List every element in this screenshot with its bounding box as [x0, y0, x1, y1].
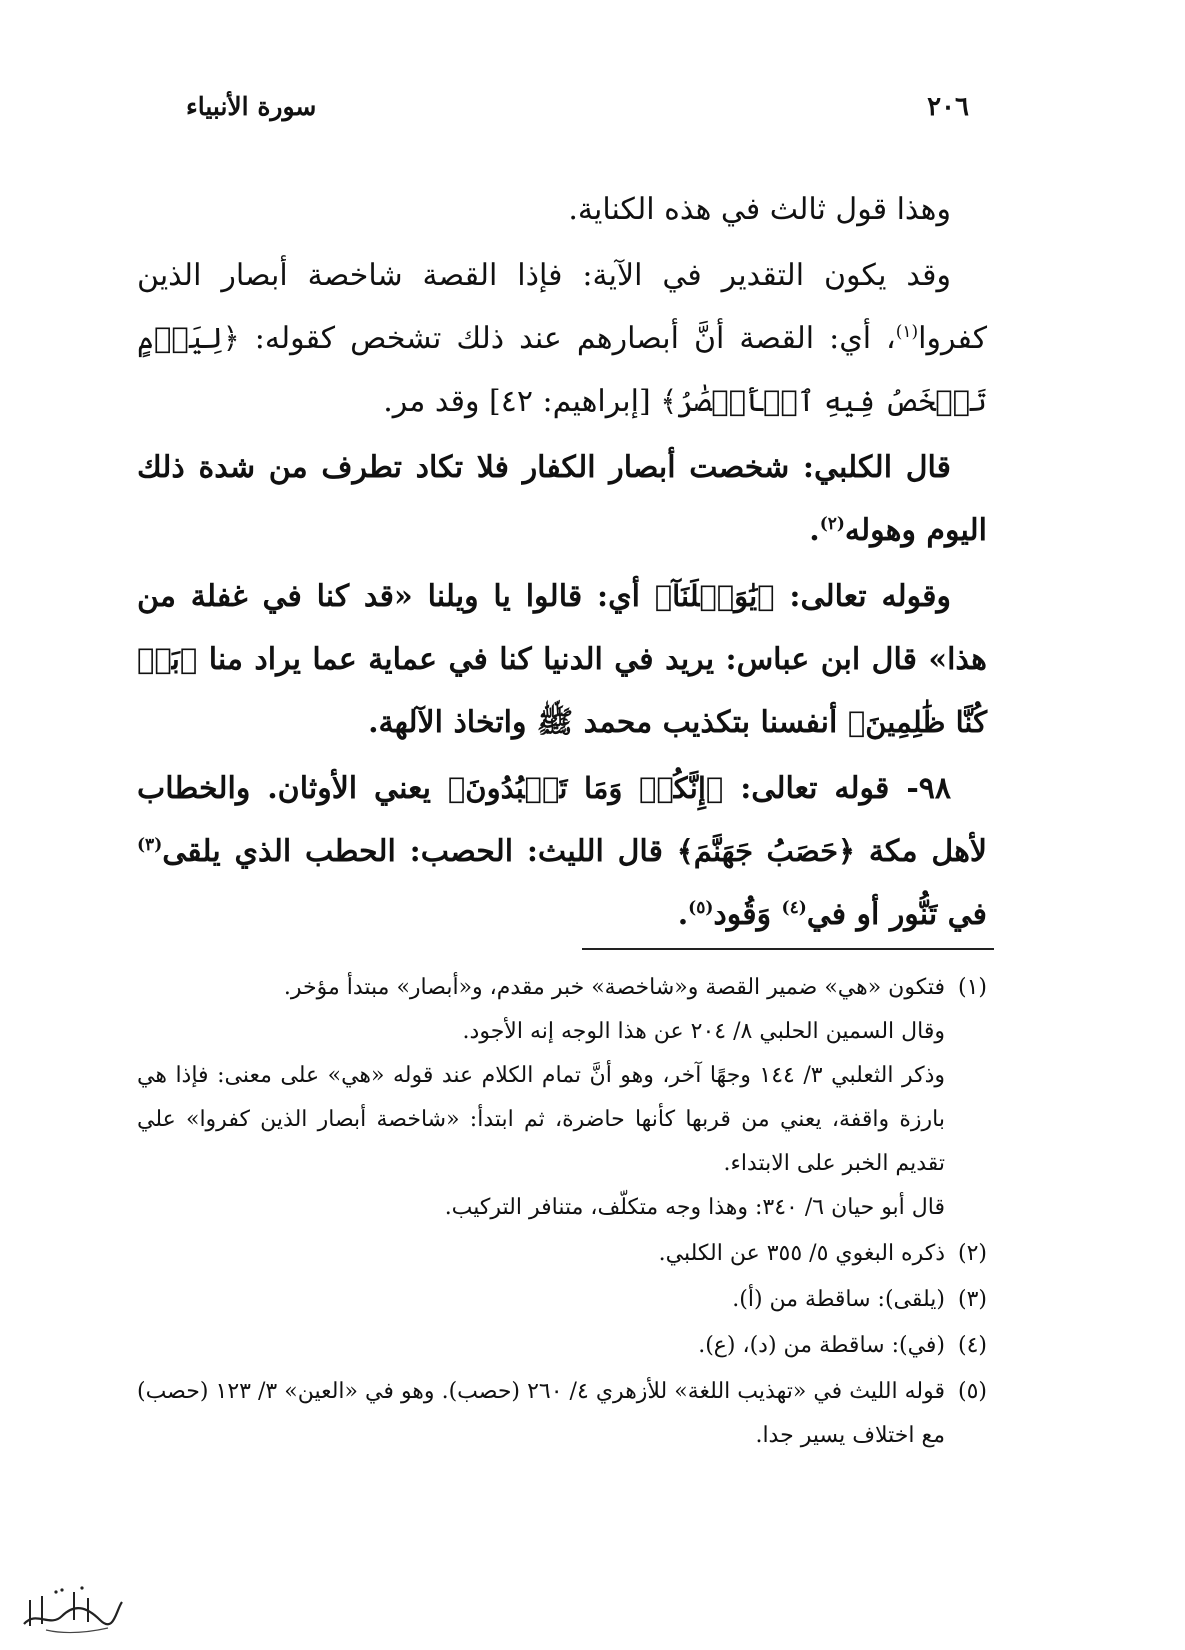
- watermark-logo: [16, 1580, 128, 1638]
- footnote-line: وذكر الثعلبي ٣/ ١٤٤ وجهًا آخر، وهو أنَّ تمام الكلام عند قوله «هي» على معنى: فإذا هي بارزة واقفة، يعني من قربها كأنها حاضرة، ثم ابتدأ: «شاخصة أبصار الذين كفروا» علي تقديم الخبر على الابتداء.: [137, 1063, 945, 1176]
- paragraph-text: يعني الأوثان. والخطاب لأهل مكة: [137, 771, 987, 869]
- paragraph-text: وقوله تعالى:: [774, 579, 951, 614]
- paragraph-text: أنفسنا بتكذيب محمد ﷺ واتخاذ الآلهة.: [368, 705, 848, 740]
- page-header: [186, 92, 969, 136]
- page-number: ٢٠٦: [927, 92, 969, 122]
- footnote-line: (في): ساقطة من (د)، (ع).: [698, 1333, 945, 1358]
- footnote-number: (٣): [957, 1287, 987, 1312]
- paragraph-text: وقد يكون التقدير في الآية: فإذا القصة شاخصة أبصار الذين كفروا: [137, 258, 987, 356]
- footnote-3: [137, 1278, 987, 1322]
- footnote-number: (٤): [957, 1333, 987, 1358]
- paragraph-text: وهذا قول ثالث في هذه الكناية.: [568, 192, 951, 227]
- footnote-divider: [582, 948, 994, 950]
- footnote-line: قوله الليث في «تهذيب اللغة» للأزهري ٤/ ٢٦٠ (حصب). وهو في «العين» ٣/ ١٢٣ (حصب) مع اختلاف يسير جدا.: [137, 1379, 945, 1448]
- footnote-line: وقال السمين الحلبي ٨/ ٢٠٤ عن هذا الوجه إنه الأجود.: [462, 1019, 945, 1044]
- footnote-ref-2[interactable]: (٢): [819, 514, 845, 534]
- quran-verse: ﴿حَصَبُ جَهَنَّمَ﴾: [676, 834, 856, 868]
- footnote-ref-5[interactable]: (٥): [688, 898, 714, 918]
- quran-verse: ﴿يَٰوَيۡلَنَآ﴾: [654, 579, 775, 613]
- footnote-1: [137, 966, 987, 1230]
- paragraph-text: قال الليث: الحصب: الحطب الذي يلقى: [162, 834, 677, 869]
- footnote-ref-3[interactable]: (٣): [137, 835, 163, 855]
- paragraph-text: ٩٨- قوله تعالى:: [723, 771, 952, 806]
- footnote-line: (يلقى): ساقطة من (أ).: [732, 1287, 945, 1312]
- paragraph-2: [137, 244, 987, 433]
- footnote-ref-1[interactable]: (١): [895, 322, 919, 342]
- paragraph-text: قال الكلبي: شخصت أبصار الكفار فلا تكاد تطرف من شدة ذلك اليوم وهوله: [137, 450, 987, 548]
- footnote-4: [137, 1324, 987, 1368]
- quran-verse: ﴿إِنَّكُمۡ وَمَا تَعۡبُدُونَ﴾: [447, 771, 724, 805]
- paragraph-text: .: [677, 897, 689, 932]
- footnote-number: (٢): [957, 1241, 987, 1266]
- paragraph-text: [إبراهيم: ٤٢] وقد مر.: [383, 384, 661, 419]
- paragraph-text: أي: قالوا يا ويلنا «قد كنا في غفلة من هذا» قال ابن عباس: يريد في الدنيا كنا في عماية عما يراد منا: [137, 579, 987, 677]
- paragraph-text: وَقُود: [713, 897, 782, 932]
- footnote-2: [137, 1232, 987, 1276]
- paragraph-text: في تَنُّور أو في: [806, 897, 987, 932]
- footnote-line: فتكون «هي» ضمير القصة و«شاخصة» خبر مقدم، و«أبصار» مبتدأ مؤخر.: [283, 975, 945, 1000]
- footnote-line: قال أبو حيان ٦/ ٣٤٠: وهذا وجه متكلّف، متنافر التركيب.: [444, 1195, 945, 1220]
- paragraph-4: [137, 565, 987, 754]
- paragraph-5: [137, 757, 987, 946]
- quran-verse: ﴿لِيَوۡمٍ تَشۡخَصُ فِيهِ ٱلۡأَبۡصَٰرُ﴾: [137, 321, 987, 418]
- footnote-ref-4[interactable]: (٤): [781, 898, 807, 918]
- paragraph-1: [137, 178, 987, 241]
- surah-title: سورة الأنبياء: [186, 92, 317, 121]
- paragraph-3: [137, 436, 987, 562]
- footnotes: [137, 966, 987, 1460]
- footnote-number: (١): [957, 975, 987, 1000]
- footnote-line: ذكره البغوي ٥/ ٣٥٥ عن الكلبي.: [658, 1241, 945, 1266]
- footnote-5: [137, 1370, 987, 1458]
- calligraphy-logo-icon: [16, 1580, 128, 1638]
- paragraph-text: ، أي: القصة أنَّ أبصارهم عند ذلك تشخص كقوله:: [239, 321, 896, 356]
- footnote-number: (٥): [957, 1379, 987, 1404]
- main-text: [137, 178, 987, 946]
- paragraph-text: .: [809, 513, 820, 548]
- quran-verse: ﴿بَلۡ كُنَّا ظَٰلِمِينَ﴾: [137, 642, 987, 739]
